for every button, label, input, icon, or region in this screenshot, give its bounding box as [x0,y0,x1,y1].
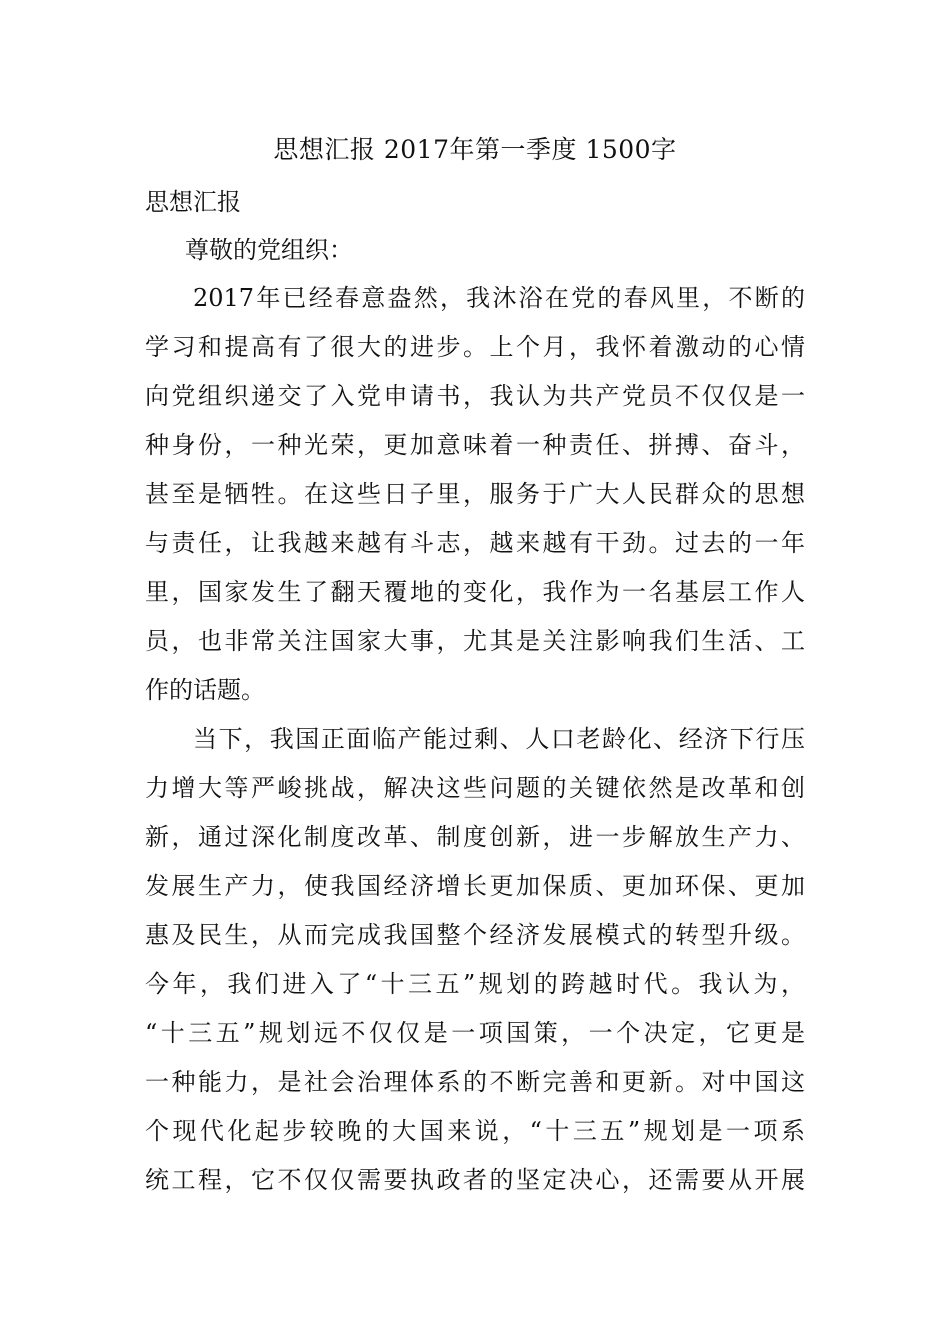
paragraph-line: “十三五”规划远不仅仅是一项国策，一个决定，它更是 [145,1019,805,1047]
paragraph-line: 新，通过深化制度改革、制度创新，进一步解放生产力、 [145,823,805,851]
paragraph-line: 甚至是牺牲。在这些日子里，服务于广大人民群众的思想 [145,480,805,508]
paragraph-line: 种身份，一种光荣，更加意味着一种责任、拼搏、奋斗， [145,431,805,459]
paragraph-line: 当下，我国正面临产能过剩、人口老龄化、经济下行压 [193,725,805,753]
paragraph-line: 学习和提高有了很大的进步。上个月，我怀着激动的心情 [145,333,805,361]
paragraph-line: 统工程，它不仅仅需要执政者的坚定决心，还需要从开展 [145,1166,805,1194]
paragraph-line: 力增大等严峻挑战，解决这些问题的关键依然是改革和创 [145,774,805,802]
paragraph-line: 一种能力，是社会治理体系的不断完善和更新。对中国这 [145,1068,805,1096]
paragraph-line: 员，也非常关注国家大事，尤其是关注影响我们生活、工 [145,627,805,655]
paragraph-line: 作的话题。 [145,676,265,704]
paragraph-line: 惠及民生，从而完成我国整个经济发展模式的转型升级。 [145,921,805,949]
paragraph-line: 今年，我们进入了“十三五”规划的跨越时代。我认为， [145,970,805,998]
paragraph-line: 发展生产力，使我国经济增长更加保质、更加环保、更加 [145,872,805,900]
salutation: 尊敬的党组织： [185,236,353,264]
paragraph-line: 2017年已经春意盎然，我沐浴在党的春风里，不断的 [193,284,805,312]
paragraph-line: 与责任，让我越来越有斗志，越来越有干劲。过去的一年 [145,529,805,557]
paragraph-line: 里，国家发生了翻天覆地的变化，我作为一名基层工作人 [145,578,805,606]
document-heading: 思想汇报 [145,188,241,216]
paragraph-line: 向党组织递交了入党申请书，我认为共产党员不仅仅是一 [145,382,805,410]
document-title: 思想汇报 2017年第一季度 1500字 [273,135,677,164]
paragraph-line: 个现代化起步较晚的大国来说，“十三五”规划是一项系 [145,1117,805,1145]
